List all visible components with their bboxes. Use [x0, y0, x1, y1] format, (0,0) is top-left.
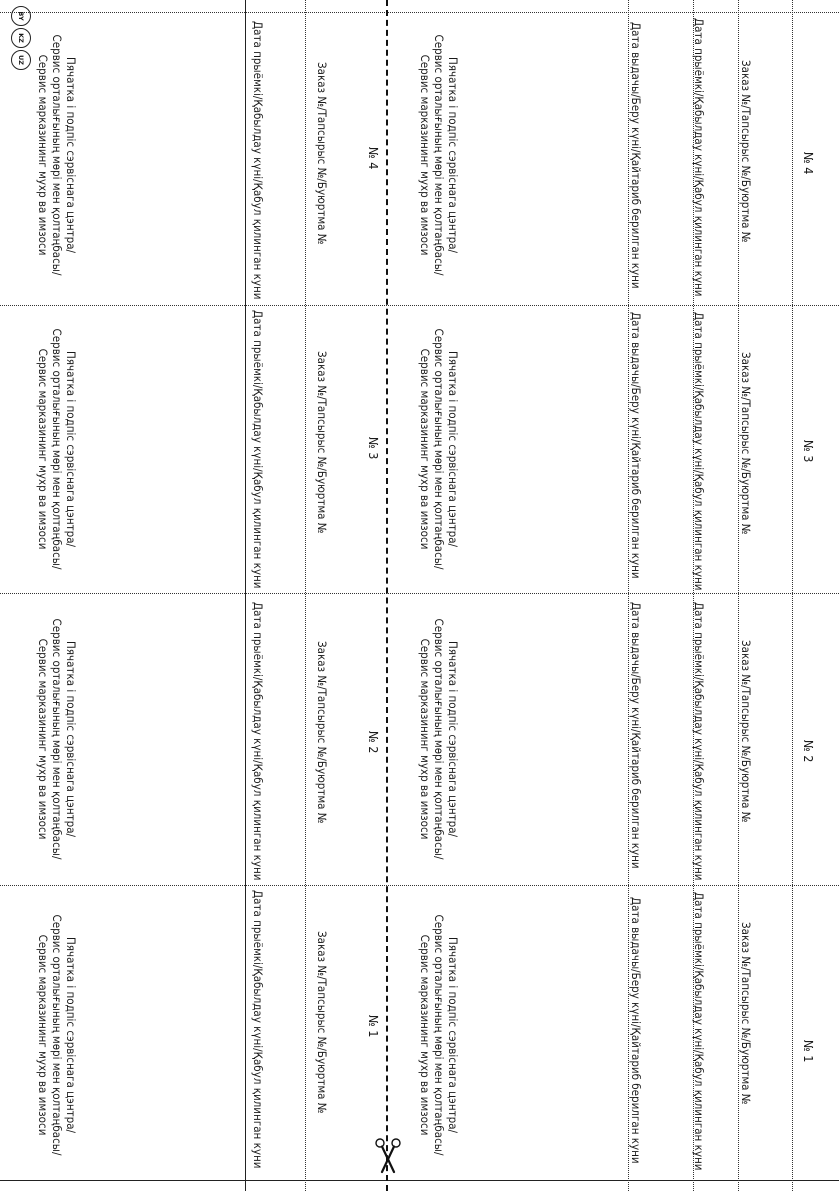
country-badge-kz: KZ	[11, 28, 31, 48]
stub-service-stamp-caption: Пячатка і подпіс сэрвіснага цэнтра/ Сервис орталығының мөрі мен қолтаңбасы/ Сервис марказининг мухр ва имзоси	[36, 618, 78, 860]
service-stamp-caption: Пячатка і подпіс сэрвіснага цэнтра/ Сервис орталығының мөрі мен қолтаңбасы/ Сервис марказининг мухр ва имзоси	[418, 328, 460, 570]
strip-end-line	[0, 1180, 839, 1181]
divider-1-2	[0, 305, 839, 306]
order-number: № 2	[801, 740, 816, 763]
issue-date-label: Дата выдачы/Беру күні/Қайтариб берилган куни	[629, 312, 643, 579]
stub-service-stamp-caption: Пячатка і подпіс сэрвіснага цэнтра/ Сервис орталығының мөрі мен қолтаңбасы/ Сервис марказининг мухр ва имзоси	[36, 914, 78, 1156]
stub-order-no-label: Заказ №/Тапсырыс №/Буюртма №	[315, 351, 329, 534]
receipt-date-label: Дата прыёмкі/Қабылдау күні/Қабул қилинган куни	[692, 18, 706, 297]
issue-date-label: Дата выдачы/Беру күні/Қайтариб берилган куни	[629, 22, 643, 289]
scissors-icon	[374, 1138, 402, 1174]
issue-date-label: Дата выдачы/Беру күні/Қайтариб берилган куни	[629, 897, 643, 1164]
receipt-date-label: Дата прыёмкі/Қабылдау күні/Қабул қилинган куни	[692, 892, 706, 1171]
stub-service-stamp-caption: Пячатка і подпіс сэрвіснага цэнтра/ Сервис орталығының мөрі мен қолтаңбасы/ Сервис марказининг мухр ва имзоси	[36, 34, 78, 276]
row-line-a	[792, 0, 793, 1191]
stub-service-stamp-caption: Пячатка і подпіс сэрвіснага цэнтра/ Сервис орталығының мөрі мен қолтаңбасы/ Сервис марказининг мухр ва имзоси	[36, 328, 78, 570]
issue-date-label: Дата выдачы/Беру күні/Қайтариб берилган куни	[629, 602, 643, 869]
stub-number: № 1	[366, 1015, 381, 1038]
stub-receipt-date-label: Дата прыёмкі/Қабылдау күні/Қабул қилинган куни	[251, 890, 265, 1169]
stub-receipt-date-label: Дата прыёмкі/Қабылдау күні/Қабул қилинган куни	[251, 602, 265, 881]
row-line-f	[245, 0, 246, 1191]
stub-order-no-label: Заказ №/Тапсырыс №/Буюртма №	[315, 62, 329, 245]
order-no-label: Заказ №/Тапсырыс №/Буюртма №	[739, 352, 753, 535]
service-stamp-caption: Пячатка і подпіс сэрвіснага цэнтра/ Сервис орталығының мөрі мен қолтаңбасы/ Сервис марказининг мухр ва имзоси	[418, 618, 460, 860]
stub-number: № 2	[366, 731, 381, 754]
receipt-date-label: Дата прыёмкі/Қабылдау күні/Қабул қилинган куни	[692, 312, 706, 591]
service-stamp-caption: Пячатка і подпіс сэрвіснага цэнтра/ Сервис орталығының мөрі мен қолтаңбасы/ Сервис марказининг мухр ва имзоси	[418, 914, 460, 1156]
stub-receipt-date-label: Дата прыёмкі/Қабылдау күні/Қабул қилинган куни	[251, 21, 265, 300]
divider-3-4	[0, 885, 839, 886]
service-stamp-caption: Пячатка і подпіс сэрвіснага цэнтра/ Сервис орталығының мөрі мен қолтаңбасы/ Сервис марказининг мухр ва имзоси	[418, 34, 460, 276]
order-number: № 3	[801, 440, 816, 463]
order-number: № 1	[801, 1040, 816, 1063]
order-no-label: Заказ №/Тапсырыс №/Буюртма №	[739, 60, 753, 243]
stub-order-no-label: Заказ №/Тапсырыс №/Буюртма №	[315, 641, 329, 824]
stub-number: № 3	[366, 437, 381, 460]
stub-receipt-date-label: Дата прыёмкі/Қабылдау күні/Қабул қилинган куни	[251, 310, 265, 589]
country-badge-by: BY	[11, 6, 31, 26]
country-badge-uz: UZ	[11, 50, 31, 70]
order-number: № 4	[801, 152, 816, 175]
stub-number: № 4	[366, 147, 381, 170]
cut-line[interactable]	[386, 0, 388, 1191]
divider-2-3	[0, 593, 839, 594]
row-line-e	[305, 0, 306, 1191]
receipt-date-label: Дата прыёмкі/Қабылдау күні/Қабул қилинган куни	[692, 602, 706, 881]
divider-top-edge	[0, 12, 839, 13]
order-no-label: Заказ №/Тапсырыс №/Буюртма №	[739, 640, 753, 823]
stub-order-no-label: Заказ №/Тапсырыс №/Буюртма №	[315, 931, 329, 1114]
order-no-label: Заказ №/Тапсырыс №/Буюртма №	[739, 922, 753, 1105]
